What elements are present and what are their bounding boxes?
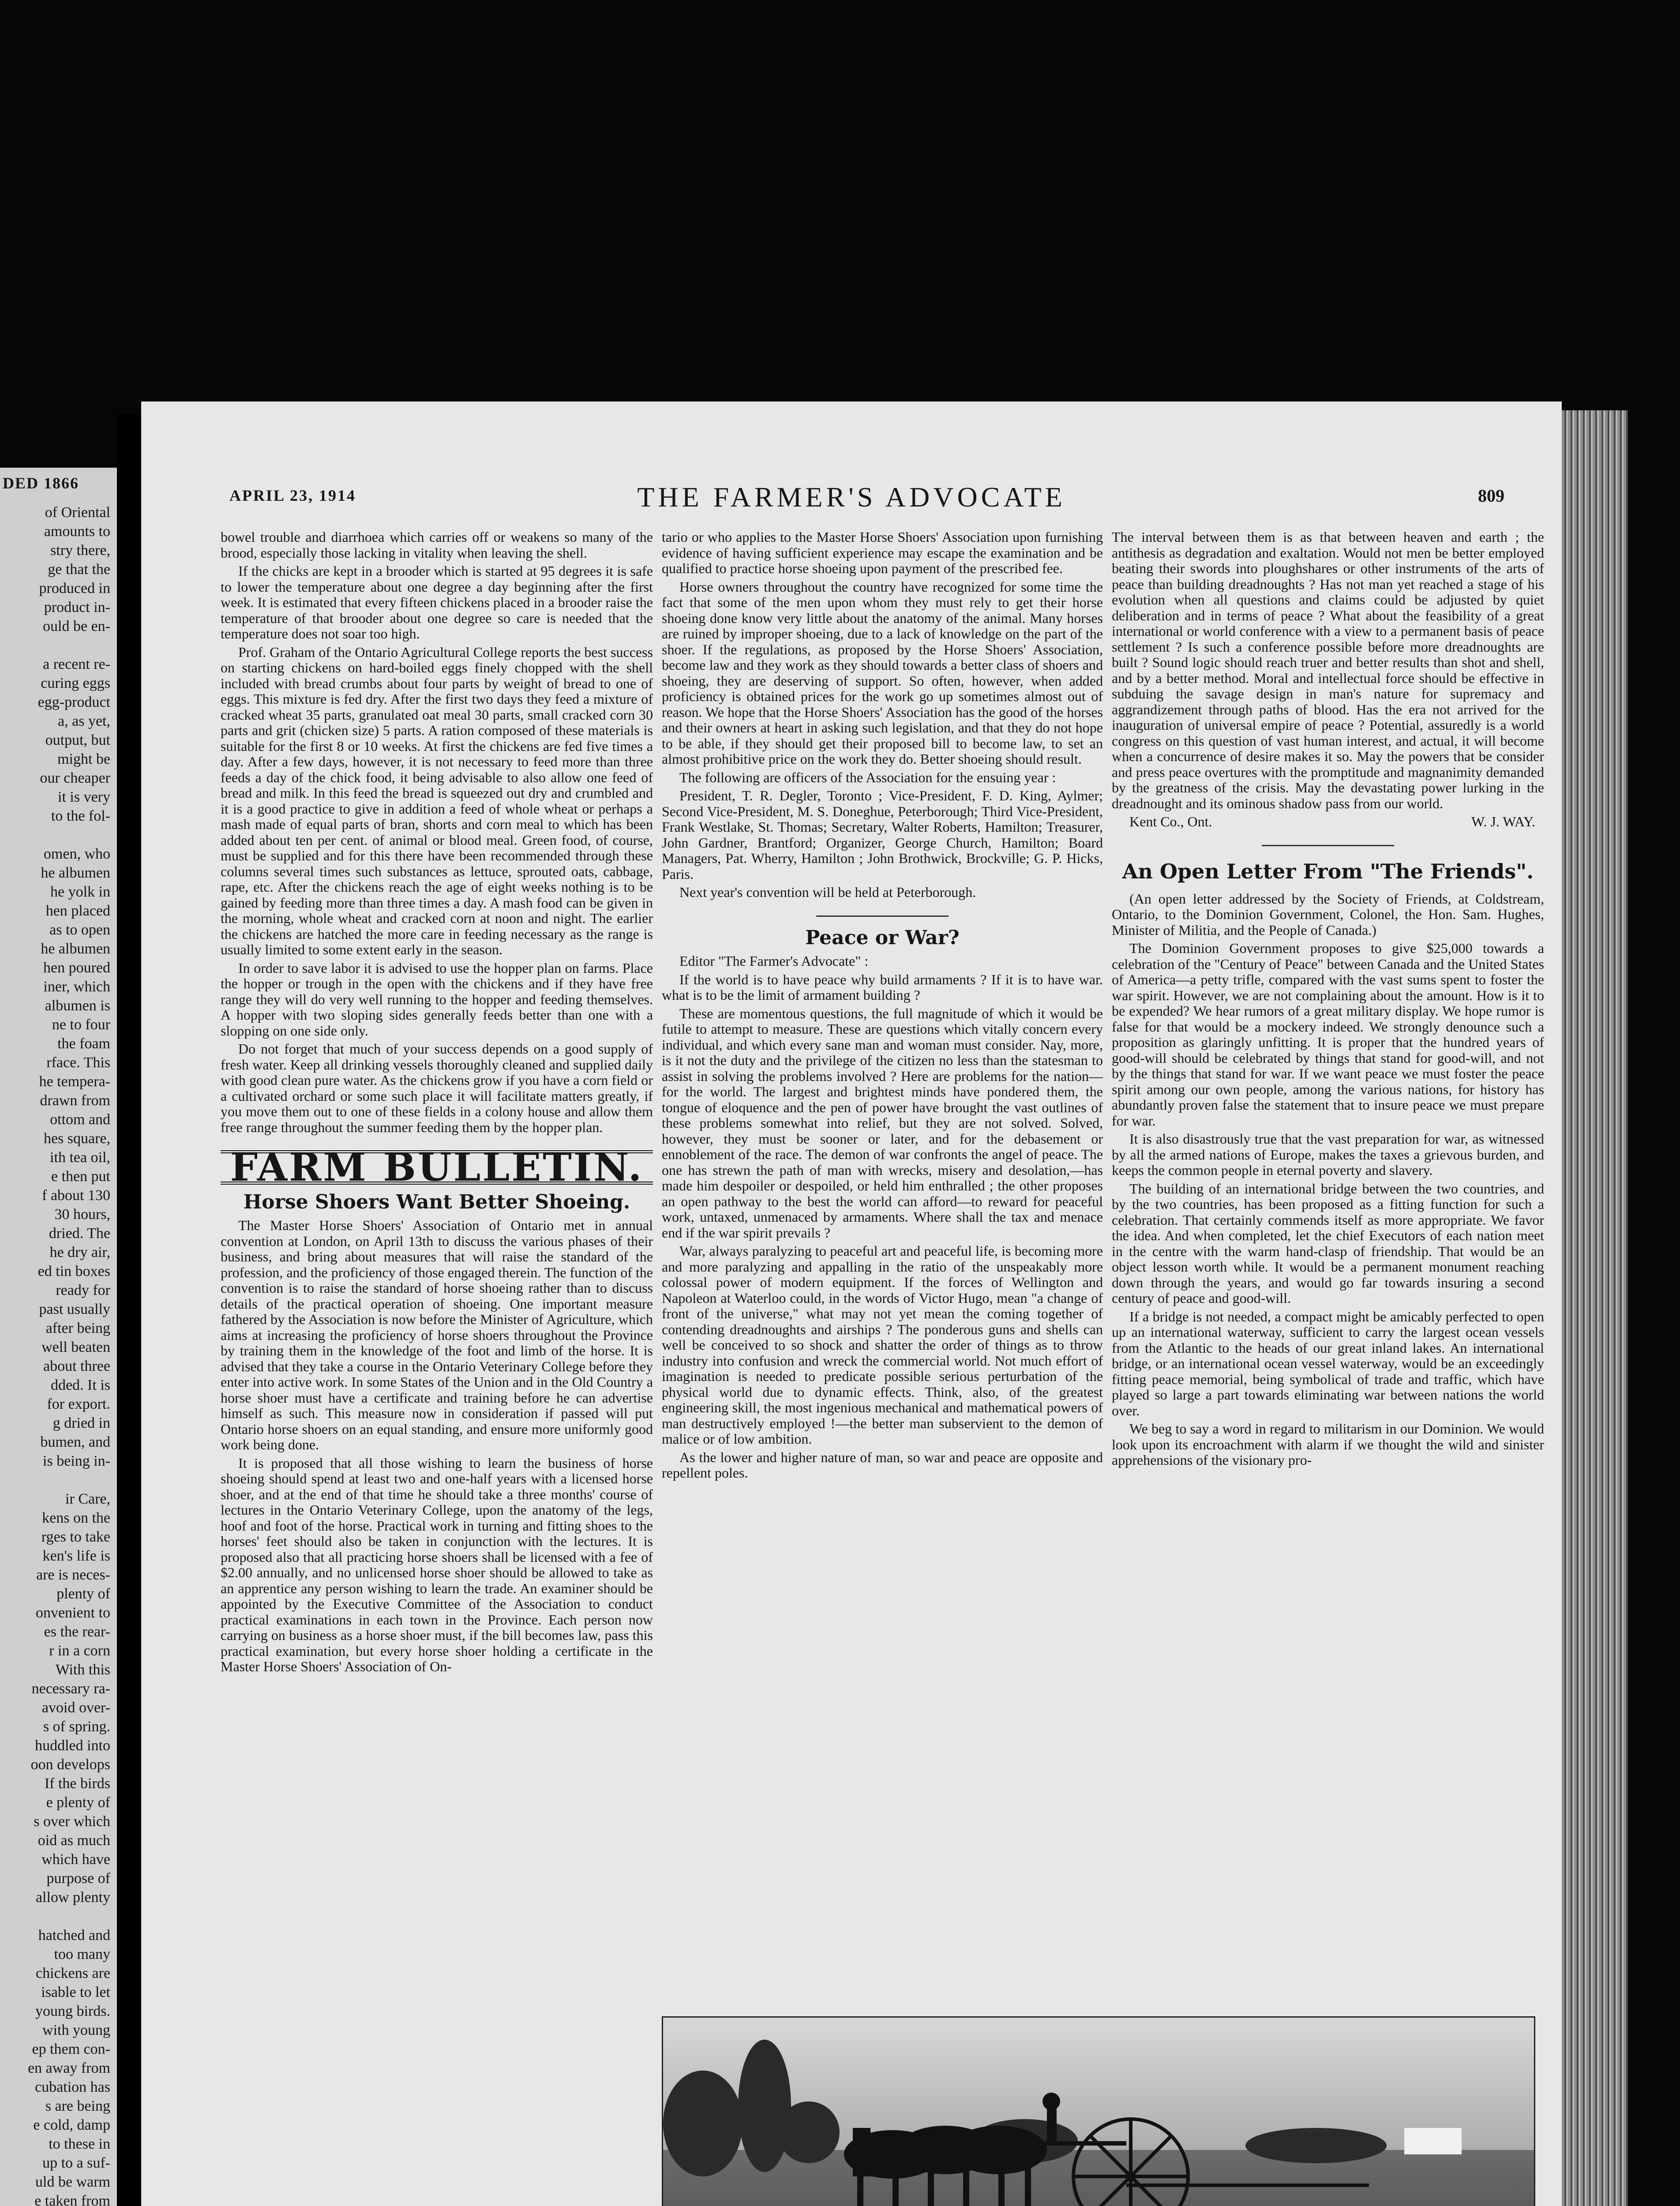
previous-page-line: amounts to bbox=[44, 523, 110, 540]
previous-page-line: he albumen bbox=[41, 865, 110, 881]
issue-date: APRIL 23, 1914 bbox=[229, 487, 356, 504]
paragraph: If the chicks are kept in a brooder which is started at 95 degrees it is safe to lower the temperature about one degree a day beginning after the first week. It is estimated that every fifteen chickens placed in a brooder raise the temperature of that brooder about one degree so care is needed that the temperature does not soar too high. bbox=[221, 563, 653, 642]
farm-bulletin-banner: FARM BULLETIN. bbox=[221, 1150, 653, 1185]
previous-page-line: en away from bbox=[28, 2060, 110, 2076]
previous-page-line: s over which bbox=[34, 1813, 110, 1830]
book-gutter bbox=[117, 415, 141, 2206]
previous-page-strip bbox=[0, 468, 117, 2206]
previous-page-line: rges to take bbox=[41, 1529, 110, 1545]
page-number: 809 bbox=[1478, 486, 1504, 506]
previous-page-line: plenty of bbox=[56, 1586, 110, 1602]
previous-page-line: our cheaper bbox=[40, 770, 110, 786]
previous-page-line: for export. bbox=[47, 1396, 110, 1412]
previous-page-line: stry there, bbox=[50, 542, 110, 559]
previous-page-line: to these in bbox=[49, 2136, 110, 2152]
previous-page-line: which have bbox=[41, 1851, 110, 1868]
previous-page-line: cubation has bbox=[35, 2079, 110, 2095]
previous-page-line: omen, who bbox=[43, 846, 110, 862]
page-stack-edge bbox=[1562, 410, 1628, 2206]
previous-page-line: huddled into bbox=[35, 1737, 110, 1754]
previous-page-line: a recent re- bbox=[43, 656, 110, 672]
paragraph: tario or who applies to the Master Horse Shoers' Association upon furnishing evidence of having sufficient experience may escape the examination and be qualified to practice horse shoeing upon payment of the prescribed fee. bbox=[662, 529, 1103, 576]
previous-page-line: he dry air, bbox=[49, 1244, 110, 1261]
column-2 bbox=[662, 529, 1103, 1484]
previous-page-header: DED 1866 bbox=[3, 474, 79, 492]
previous-page-line: curing eggs bbox=[41, 675, 110, 691]
previous-page-line: With this bbox=[55, 1662, 110, 1678]
paragraph: It is proposed that all those wishing to learn the business of horse shoeing should spend at least two and one-half years with a licensed horse shoer, and at the end of that time he should take a three months' course of lectures in the Ontario Veterinary College, upon the anatomy of the legs, hoof and foot of the horse. Practical work in turning and fitting shoes to the horses' feet should also be taken in conjunction with the lectures. It is proposed also that all practicing horse shoers shall be licensed with a fee of $2.00 annually, and no unlicensed horse shoer should be allowed to take as an apprentice any person wishing to learn the trade. An examiner should be appointed by the Executive Committee of the Association to conduct practical examinations in each town in the Province. Each person now carrying on business as a horse shoer must, if the bill becomes law, pass this practical examination, but every horse shoer holding a certificate in the Master Horse Shoers' Association of On- bbox=[221, 1455, 653, 1674]
previous-page-line: rface. This bbox=[46, 1054, 110, 1071]
previous-page-line: too many bbox=[54, 1946, 110, 1962]
previous-page-line: well beaten bbox=[41, 1339, 110, 1355]
horse-team-illustration bbox=[663, 2018, 1534, 2206]
paragraph: The interval between them is as that between heaven and earth ; the antithesis as degradation and exaltation. Would not men be better employed beating their swords into ploughshares or other instruments of the arts of peace than building dreadnoughts ? Has not man yet reached a stage of his evolution when all questions and claims could be adjusted by quiet deliberation and in terms of peace ? What about the feasibility of a great international or world conference with a view to a permanent basis of peace settlement ? Is such a conference possible before more dreadnoughts are built ? Sound logic should reach truer and better results than shot and shell, and by a better method. Moral and intellectual force should be effective in subduing the savage design in man's nature for supremacy and aggrandizement through paths of blood. Has the era not arrived for the inauguration of universal empire of peace ? Potential, assuredly is a world congress on this question of vast human interest, and actual, it will become when a concurrence of desire makes it so. May the powers that be consider and press peace overtures with the promptitude and magnanimity demanded by the greatness of the crisis. May the devastating power lurking in the dreadnought and its ominous shadow pass from our world. bbox=[1112, 529, 1544, 811]
article-title-peace-or-war: Peace or War? bbox=[805, 926, 960, 949]
previous-page-line: kens on the bbox=[42, 1510, 110, 1526]
previous-page-line: oid as much bbox=[38, 1832, 110, 1849]
previous-page-line: iner, which bbox=[43, 979, 110, 995]
previous-page-line: ith tea oil, bbox=[50, 1149, 110, 1166]
previous-page-line: ould be en- bbox=[43, 618, 110, 634]
previous-page-line: the foam bbox=[57, 1035, 110, 1052]
paragraph: It is also disastrously true that the vast preparation for war, as witnessed by all the armed nations of Europe, makes the taxes a grievous burden, and keeps the common people in eternal poverty and slavery. bbox=[1112, 1131, 1544, 1178]
previous-page-line: necessary ra- bbox=[31, 1681, 110, 1697]
article-title-horse-shoers: Horse Shoers Want Better Shoeing. bbox=[243, 1190, 630, 1213]
previous-page-line: avoid over- bbox=[41, 1700, 110, 1716]
paragraph: These are momentous questions, the full magnitude of which it would be futile to attempt to measure. These are questions which vitally concern every individual, and which every sane man and woman must consider. Nay, more, is it not the duty and the privilege of the citizen no less than the statesman to assist in solving the problems involved ? Here are problems for the nation—for the world. The largest and brightest minds have pondered them, the tongue of eloquence and the pen of power have brought the vast outlines of these problems somewhat into relief, but they are not solved. Solved, however, they must be sooner or later, and for the debasement or ennoblement of the race. The demon of war confronts the angel of peace. The one has strewn the path of man with wrecks, misery and desolation,—has made him despoiler or despoiled, or held him enthralled ; the other proposes an open pathway to the best the world can afford—to reward for peaceful work, untaxed, unmenaced by armaments. Where shall the tax and menace end if the war spirit prevails ? bbox=[662, 1005, 1103, 1241]
previous-page-line: r in a corn bbox=[49, 1643, 110, 1659]
section-divider bbox=[816, 915, 949, 917]
previous-page-line: ed tin boxes bbox=[38, 1263, 110, 1279]
paragraph: Next year's convention will be held at Peterborough. bbox=[679, 884, 976, 900]
previous-page-line: with young bbox=[42, 2022, 110, 2038]
paragraph: The following are officers of the Association for the ensuing year : bbox=[679, 769, 1056, 785]
previous-page-line: it is very bbox=[58, 789, 110, 805]
farm-photo-block bbox=[662, 2016, 1535, 2206]
previous-page-line: s are being bbox=[45, 2098, 110, 2114]
previous-page-line: up to a suf- bbox=[42, 2155, 110, 2171]
paragraph: Horse owners throughout the country have recognized for some time the fact that some of the men upon whom they must rely to get their horse shoeing done know very little about the anatomy of the animal. Many horses are ruined by improper shoeing, due to a lack of knowledge on the part of the shoer. If the regulations, as proposed by the Horse Shoers' Association, become law and they work as they should towards a better class of shoers and shoeing, they are deserving of support. So often, however, when added proficiency is obtained prices for the work go up sometimes almost out of reason. We hope that the Horse Shoers' Association has the good of the horses and their owners at heart in asking such legislation, and that they do not hope to be able, if they should get their proposed bill to become law, to set an almost prohibitive price on the work they do. Better shoeing should result. bbox=[662, 578, 1103, 767]
signature-name: W. J. WAY. bbox=[1471, 814, 1535, 829]
previous-page-line: he yolk in bbox=[50, 884, 110, 900]
previous-page-line bbox=[0, 636, 110, 655]
previous-page-line: ottom and bbox=[50, 1111, 110, 1128]
column-3 bbox=[1112, 529, 1544, 1471]
previous-page-line: egg-product bbox=[38, 694, 110, 710]
column-1 bbox=[221, 529, 653, 1677]
previous-page-line: output, but bbox=[45, 732, 110, 748]
previous-page-line: produced in bbox=[39, 580, 110, 597]
previous-page-line: ready for bbox=[56, 1282, 110, 1298]
previous-page-line: hatched and bbox=[38, 1927, 110, 1943]
newspaper-page bbox=[141, 401, 1562, 2206]
previous-page-line: might be bbox=[57, 751, 110, 767]
previous-page-line: e cold, damp bbox=[33, 2117, 110, 2133]
previous-page-line: he tempera- bbox=[39, 1073, 110, 1090]
previous-page-line: hen placed bbox=[45, 903, 110, 919]
previous-page-line: e plenty of bbox=[46, 1794, 110, 1811]
previous-page-line: purpose of bbox=[46, 1870, 110, 1887]
article-title-open-letter: An Open Letter From "The Friends". bbox=[1122, 859, 1534, 883]
masthead-title: THE FARMER'S ADVOCATE bbox=[637, 481, 1066, 513]
previous-page-line: f about 130 bbox=[42, 1187, 110, 1204]
signature-location: Kent Co., Ont. bbox=[1129, 814, 1212, 829]
previous-page-line: of Oriental bbox=[45, 504, 110, 521]
previous-page-line: dried. The bbox=[49, 1225, 110, 1242]
previous-page-line: ep them con- bbox=[32, 2041, 110, 2057]
paragraph: Do not forget that much of your success depends on a good supply of fresh water. Keep all drinking vessels thoroughly cleaned and supplied daily with good clean pure water. As the chickens grow if you have a corn field or a cultivated orchard or some such place it will facilitate matters greatly, if you move them out to one of these fields in a colony house and allow them free range throughout the summer feeding them by the hopper plan. bbox=[221, 1041, 653, 1135]
previous-page-line: e then put bbox=[51, 1168, 110, 1185]
previous-page-line: bumen, and bbox=[40, 1434, 110, 1450]
previous-page-line: drawn from bbox=[40, 1092, 110, 1109]
paragraph: Editor "The Farmer's Advocate" : bbox=[679, 953, 869, 969]
previous-page-line: 30 hours, bbox=[54, 1206, 110, 1223]
paragraph: The building of an international bridge between the two countries, and by the two countries, has been proposed as a fitting function for such a celebration. That certainly commends itself as more appropriate. We favor the idea. And when completed, let the chief Executors of each nation meet in the centre with the warm hand-clasp of friendship. That would be an object lesson worth while. It would be a permanent monument reaching down through the years, and would go far towards insuring a second century of peace and good-will. bbox=[1112, 1180, 1544, 1306]
paragraph: President, T. R. Degler, Toronto ; Vice-President, F. D. King, Aylmer; Second Vice-President, M. S. Doneghue, Peterborough; Third Vice-President, Frank Westlake, St. Thomas; Secretary, Walter Roberts, Hamilton; Treasurer, John Gardner, Brantford; Organizer, George Church, Hamilton; Board Managers, Pat. Wherry, Hamilton ; John Brothwick, Brockville; G. P. Hicks, Paris. bbox=[662, 788, 1103, 882]
paragraph: If a bridge is not needed, a compact might be amicably perfected to open up an international waterway, sufficient to carry the largest ocean vessels from the Atlantic to the heads of our great inland lakes. An international bridge, or an international ocean vessel waterway, would be an exceedingly fitting peace memorial, being symbolical of trade and traffic, which have played so large a part towards eliminating war between nations the world over. bbox=[1112, 1308, 1544, 1418]
previous-page-line: hen poured bbox=[43, 960, 110, 976]
previous-page-line: e taken from bbox=[34, 2193, 110, 2206]
paragraph: In order to save labor it is advised to use the hopper plan on farms. Place the hopper or trough in the open with the chickens and if they have free range they will do very well running to the hopper and feeding themselves. A hopper with two sloping sides generally feeds better than one with a slopping on one side only. bbox=[221, 960, 653, 1039]
previous-page-line: past usually bbox=[39, 1301, 110, 1317]
previous-page-line: allow plenty bbox=[35, 1889, 110, 1906]
paragraph: bowel trouble and diarrhoea which carries off or weakens so many of the brood, especially those lacking in vitality when leaving the shell. bbox=[221, 529, 653, 561]
previous-page-line: onvenient to bbox=[35, 1605, 110, 1621]
previous-page-line: If the birds bbox=[44, 1775, 110, 1792]
previous-page-line: dded. It is bbox=[50, 1377, 110, 1393]
previous-page-line: a, as yet, bbox=[58, 713, 110, 729]
paragraph: The Master Horse Shoers' Association of Ontario met in annual convention at London, on April 13th to discuss the various phases of their business, and bring about measures that will raise the standard of the profession, and the proficiency of those engaged therein. The function of the convention is to raise the standard of horse shoeing rather than to discuss details of the practical operation of shoeing. One important measure fathered by the Association is now before the Minister of Agriculture, which aims at increasing the proficiency of horse shoers throughout the Province by training them in the knowledge of the foot and limb of the horse. It is advised that they take a course in the Ontario Veterinary College before they enter into active work. In some States of the Union and in the Old Country a horse shoer must have a certificate and training before he can advertise himself as such. This measure now in consideration if passed will put Ontario horse shoers on an equal standing, and ensure more uniformly good work being done. bbox=[221, 1217, 653, 1452]
previous-page-line: ken's life is bbox=[42, 1548, 110, 1564]
previous-page-line: s of spring. bbox=[43, 1718, 110, 1735]
paragraph: Prof. Graham of the Ontario Agricultural College reports the best success on starting chickens on hard-boiled eggs finely chopped with the shell included with bread crumbs about four parts by weight of bread to one of eggs. This mixture is fed dry. After the first two days they feed a mixture of cracked wheat 35 parts, granulated oat meal 30 parts, small cracked corn 30 parts and grit (chicken size) 5 parts. A ration composed of these materials is suitable for the first 8 or 10 weeks. At first the chickens are fed five times a day. After a few days, however, it is not necessary to feed more than three feeds a day of the chick food, it being advisable to also allow one feed of bread and milk. In this feed the bread is squeezed out dry and crumbled and it is a good practice to give in addition a feed of whole wheat or perhaps a mash made of equal parts of bran, shorts and corn meal to which has been added about ten per cent. of animal or blood meal. Green food, of course, must be supplied and for this there have been recommended through these columns several times such substances as lettuce, sprouted oats, cabbage, rape, etc. After the chickens reach the age of eight weeks nothing is to be gained by feeding more than three times a day. A mash food can be given in the morning, whole wheat and cracked corn at noon and night. The earlier the chickens are hatched the more care in feeding necessary as the range is usually limited to some extent early in the season. bbox=[221, 644, 653, 957]
previous-page-line: es the rear- bbox=[44, 1624, 110, 1640]
paragraph: As the lower and higher nature of man, so war and peace are opposite and repellent poles. bbox=[662, 1449, 1103, 1481]
section-divider bbox=[1262, 845, 1394, 846]
paragraph: If the world is to have peace why build armaments ? If it is to have war. what is to be the limit of armament building ? bbox=[662, 971, 1103, 1003]
previous-page-line: albumen is bbox=[45, 998, 110, 1014]
previous-page-line: chickens are bbox=[36, 1965, 110, 1981]
previous-page-line: are is neces- bbox=[36, 1567, 110, 1583]
paragraph: (An open letter addressed by the Society of Friends, at Coldstream, Ontario, to the Dominion Government, Colonel, the Hon. Sam. Hughes, Minister of Militia, and the People of Canada.) bbox=[1112, 890, 1544, 938]
previous-page-line: as to open bbox=[49, 922, 110, 938]
previous-page-line: after being bbox=[45, 1320, 110, 1336]
letter-signature bbox=[1112, 814, 1544, 830]
previous-page-line: is being in- bbox=[43, 1453, 110, 1469]
previous-page-line: ir Care, bbox=[65, 1491, 110, 1507]
previous-page-line: ne to four bbox=[52, 1017, 110, 1033]
previous-page-line: ge that the bbox=[48, 561, 110, 578]
paragraph: War, always paralyzing to peaceful art and peaceful life, is becoming more and more paralyzing and appalling in the ratio of the unspeakably more colossal power of modern equipment. If the forces of Wellington and Napoleon at Waterloo could, in the words of Victor Hugo, mean "a change of front of the universe," what may not yet mean the coming together of contending dreadnoughts and airships ? The ponderous guns and shells can well be conceived to so shock and shatter the order of things as to throw industry into confusion and wreck the commercial world. Not much effort of imagination is needed to predicate possible serious perturbation of the physical world due to dynamic effects. Think, also, of the greatest engineering skill, the most ingenious mechanical and mathematical powers of man destructively employed !—the better man subservient to the demon of malice or of low ambition. bbox=[662, 1243, 1103, 1447]
previous-page-line: oon develops bbox=[30, 1756, 110, 1773]
paragraph: The Dominion Government proposes to give $25,000 towards a celebration of the "Century of Peace" between Canada and the United States of America—a petty trifle, compared with the vast sums spent to foster the war spirit. However, we are not complaining about the amount. How is it to be expended? We hear rumors of a great military display. We hope rumor is false for that would be a mockery indeed. We strongly denounce such a proposition as glaringly unfitting. It is proper that the hundred years of good-will should be celebrated by things that stand for good-will, and not by the things that stand for war. If we want peace we must foster the peace spirit among our own people, among the various nations, for history has abundantly proven false the statement that to insure peace we must prepare for war. bbox=[1112, 940, 1544, 1129]
previous-page-line bbox=[0, 1471, 110, 1489]
previous-page-line: about three bbox=[43, 1358, 110, 1374]
page-header bbox=[141, 481, 1562, 521]
previous-page-line bbox=[0, 1907, 110, 1926]
previous-page-line: he albumen bbox=[41, 941, 110, 957]
previous-page-line: young birds. bbox=[35, 2003, 110, 2019]
previous-page-line: isable to let bbox=[41, 1984, 110, 2000]
previous-page-line bbox=[0, 825, 110, 844]
previous-page-line: hes square, bbox=[43, 1130, 110, 1147]
farm-photo bbox=[662, 2016, 1535, 2206]
previous-page-line: product in- bbox=[44, 599, 110, 615]
previous-page-line: to the fol- bbox=[51, 808, 110, 824]
previous-page-text bbox=[0, 503, 110, 2206]
paragraph: We beg to say a word in regard to militarism in our Dominion. We would look upon its encroachment with alarm if we thought the wild and sinister apprehensions of the visionary pro- bbox=[1112, 1421, 1544, 1468]
previous-page-line: uld be warm bbox=[35, 2174, 110, 2190]
previous-page-line: g dried in bbox=[52, 1415, 110, 1431]
